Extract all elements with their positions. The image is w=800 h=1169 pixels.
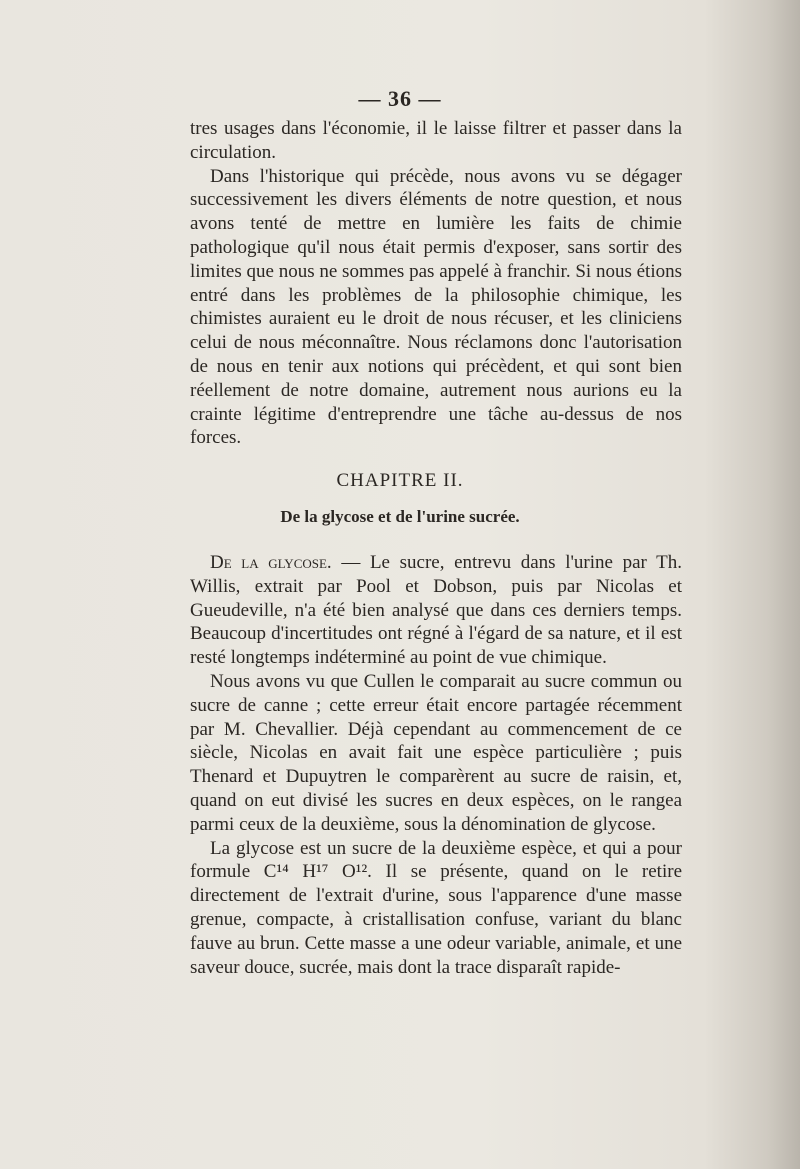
paragraph-3-body: — Le sucre, entrevu dans l'urine par Th. Willis, extrait par Pool et Dobson, puis par Nicolas et Gueudeville, n'a été bien analysé que dans ces derniers temps. Beaucoup d'incertitudes ont régné à l'égard de sa nature, et il est resté longtemps indéterminé au point de vue chimique. [190,552,682,669]
paragraph-5: La glycose est un sucre de la deuxième espèce, et qui a pour formule C¹⁴ H¹⁷ O¹². Il se présente, quand on le retire directement de l'extrait d'urine, sous l'apparence d'une masse grenue, compacte, à cristallisation confuse, variant du blanc fauve au brun. Cette masse a une odeur variable, animale, et une saveur douce, sucrée, mais dont la trace disparaît rapide- [190,837,682,978]
chapter-subtitle: De la glycose et de l'urine sucrée. [280,507,520,526]
paragraph-1: tres usages dans l'économie, il le laisse filtrer et passer dans la circulation. [190,118,682,163]
paragraph-2: Dans l'historique qui précède, nous avons vu se dégager successivement les divers éléments de notre question, et nous avons tenté de mettre en lumière les faits de chimie pathologique qu'il nous était permis d'exposer, sans sortir des limites que nous ne sommes pas appelé à franchir. Si nous étions entré dans les problèmes de la philosophie chimique, les chimistes auraient eu le droit de nous récuser, et les cliniciens celui de nous méconnaître. Nous réclamons donc l'autorisation de nous en tenir aux notions qui précèdent, et qui sont bien réellement de notre domaine, autrement nous aurions eu la crainte légitime d'entreprendre une tâche au-dessus de nos forces. [190,165,682,449]
text-block-intro [190,117,682,450]
paragraph-4: Nous avons vu que Cullen le comparait au sucre commun ou sucre de canne ; cette erreur était encore partagée récemment par M. Chevallier. Déjà cependant au commencement de ce siècle, Nicolas en avait fait une espèce particulière ; puis Thenard et Dupuytren le comparèrent au sucre de raisin, et, quand on eut divisé les sucres en deux espèces, on le rangea parmi ceux de la deuxième, sous la dénomination de glycose. [190,670,682,835]
section-lead: De la glycose. [210,552,332,573]
page-number: — 36 — [358,86,442,111]
paragraph-3 [190,551,682,670]
chapter-title: CHAPITRE II. [336,470,464,491]
text-block-chapter [190,551,682,979]
